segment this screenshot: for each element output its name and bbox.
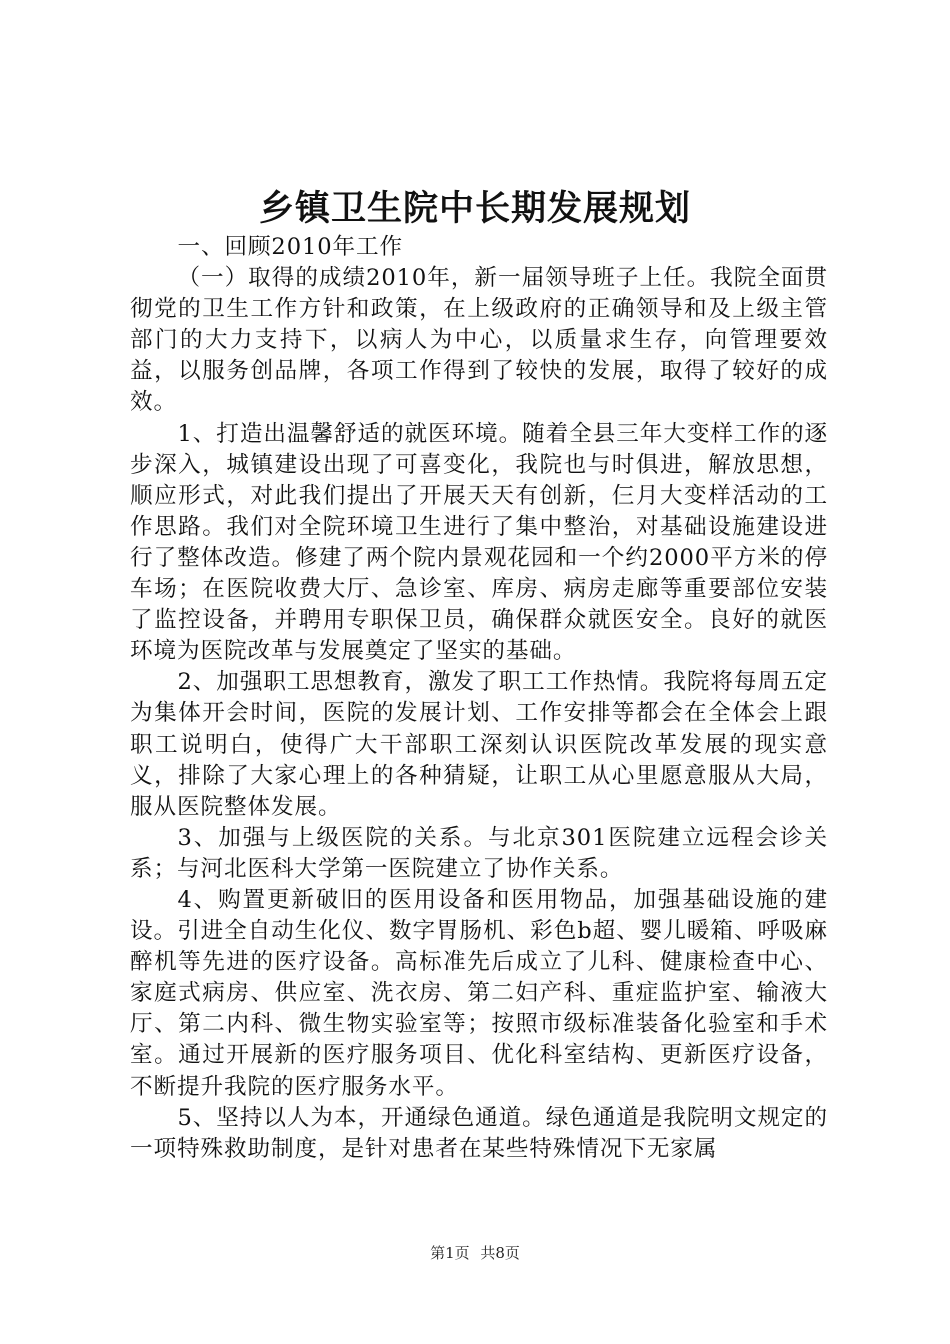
paragraph: 3、加强与上级医院的关系。与北京301医院建立远程会诊关系；与河北医科大学第一医院建立了协作关系。	[130, 824, 828, 882]
page-footer	[0, 1243, 950, 1263]
page-number: 第1页	[430, 1244, 470, 1262]
document-body	[130, 232, 828, 1165]
paragraph: 5、坚持以人为本，开通绿色通道。绿色通道是我院明文规定的一项特殊救助制度，是针对患者在某些特殊情况下无家属	[130, 1104, 828, 1162]
paragraph: 4、购置更新破旧的医用设备和医用物品，加强基础设施的建设。引进全自动生化仪、数字胃肠机、彩色b超、婴儿暖箱、呼吸麻醉机等先进的医疗设备。高标准先后成立了儿科、健康检查中心、家庭式病房、供应室、洗衣房、第二妇产科、重症监护室、输液大厅、第二内科、微生物实验室等；按照市级标准装备化验室和手术室。通过开展新的医疗服务项目、优化科室结构、更新医疗设备，不断提升我院的医疗服务水平。	[130, 886, 828, 1100]
section-heading: 一、回顾2010年工作	[177, 234, 404, 260]
paragraph: 1、打造出温馨舒适的就医环境。随着全县三年大变样工作的逐步深入，城镇建设出现了可喜变化，我院也与时俱进，解放思想，顺应形式，对此我们提出了开展天天有创新，仨月大变样活动的工作思路。我们对全院环境卫生进行了集中整治，对基础设施建设进行了整体改造。修建了两个院内景观花园和一个约2000平方米的停车场；在医院收费大厅、急诊室、库房、病房走廊等重要部位安装了监控设备，并聘用专职保卫员，确保群众就医安全。良好的就医环境为医院改革与发展奠定了坚实的基础。	[130, 420, 828, 665]
document-title: 乡镇卫生院中长期发展规划	[258, 188, 691, 229]
page-total: 共8页	[480, 1244, 520, 1262]
paragraph: 2、加强职工思想教育，激发了职工工作热情。我院将每周五定为集体开会时间，医院的发展计划、工作安排等都会在全体会上跟职工说明白，使得广大干部职工深刻认识医院改革发展的现实意义，排除了大家心理上的各种猜疑，让职工从心里愿意服从大局，服从医院整体发展。	[130, 669, 828, 820]
paragraph: （一）取得的成绩2010年，新一届领导班子上任。我院全面贯彻党的卫生工作方针和政策，在上级政府的正确领导和及上级主管部门的大力支持下，以病人为中心，以质量求生存，向管理要效益，以服务创品牌，各项工作得到了较快的发展，取得了较好的成效。	[130, 265, 828, 416]
